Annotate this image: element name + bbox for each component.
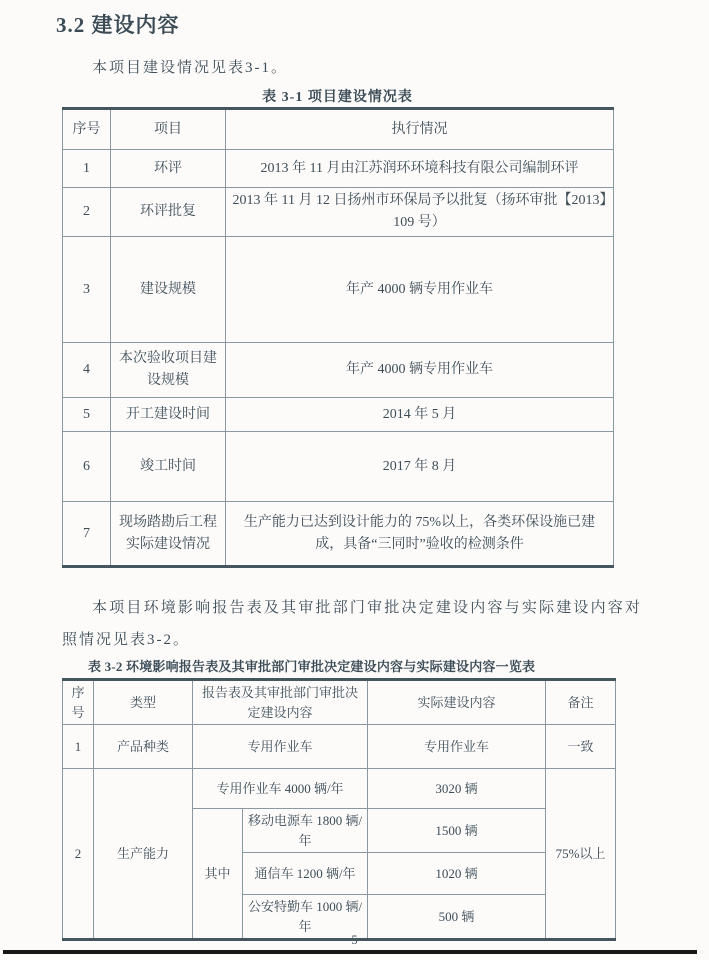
table1-row-eia <box>63 150 614 188</box>
cell-actual: 1020 辆 <box>368 853 546 895</box>
cell-seq: 3 <box>63 237 111 343</box>
cell-seq: 4 <box>63 343 111 398</box>
cell-item: 建设规模 <box>111 237 226 343</box>
cell-status: 年产 4000 辆专用作业车 <box>226 237 614 343</box>
cell-status: 2017 年 8 月 <box>226 432 614 502</box>
cell-item: 环评 <box>111 150 226 188</box>
cell-actual: 3020 辆 <box>368 769 546 809</box>
table1-header-row <box>63 109 614 150</box>
table1-row-acceptance-scale <box>63 343 614 398</box>
table1-row-completion-date <box>63 432 614 502</box>
cell-status: 年产 4000 辆专用作业车 <box>226 343 614 398</box>
cell-status: 生产能力已达到设计能力的 75%以上，各类环保设施已建成，具备“三同时”验收的检测条件 <box>226 502 614 567</box>
cell-among-label: 其中 <box>193 809 243 940</box>
cell-item: 现场踏勘后工程实际建设情况 <box>111 502 226 567</box>
cell-seq: 2 <box>63 769 94 940</box>
cell-seq: 1 <box>63 150 111 188</box>
cell-type: 生产能力 <box>94 769 193 940</box>
table1-row-site-survey <box>63 502 614 567</box>
comparison-table <box>62 678 616 941</box>
cell-type: 产品种类 <box>94 725 193 769</box>
table2-header-seq: 序号 <box>63 680 94 725</box>
cell-item: 竣工时间 <box>111 432 226 502</box>
cell-seq: 2 <box>63 188 111 237</box>
construction-status-table <box>62 107 614 568</box>
cell-seq: 5 <box>63 398 111 432</box>
cell-status: 2014 年 5 月 <box>226 398 614 432</box>
cell-item: 开工建设时间 <box>111 398 226 432</box>
table1-title: 表 3-1 项目建设情况表 <box>262 90 413 105</box>
cell-approved: 通信车 1200 辆/年 <box>243 853 368 895</box>
cell-approved: 公安特勤车 1000 辆/年 <box>243 895 368 940</box>
table2-header-note: 备注 <box>546 680 616 725</box>
table1-header-item: 项目 <box>111 109 226 150</box>
table2-title: 表 3-2 环境影响报告表及其审批部门审批决定建设内容与实际建设内容一览表 <box>88 659 536 674</box>
table1-row-scale <box>63 237 614 343</box>
cell-approved: 专用作业车 <box>193 725 368 769</box>
comparison-paragraph: 本项目环境影响报告表及其审批部门审批决定建设内容与实际建设内容对照情况见表3-2。 <box>62 600 642 649</box>
cell-actual: 专用作业车 <box>368 725 546 769</box>
table1-header-seq: 序号 <box>63 109 111 150</box>
cell-note: 75%以上 <box>546 769 616 940</box>
table2-header-actual: 实际建设内容 <box>368 680 546 725</box>
cell-actual: 1500 辆 <box>368 809 546 853</box>
table1-row-eia-approval <box>63 188 614 237</box>
cell-seq: 7 <box>63 502 111 567</box>
table2-row-capacity-total <box>63 769 616 809</box>
table2-header-row <box>63 680 616 725</box>
cell-seq: 1 <box>63 725 94 769</box>
intro-paragraph: 本项目建设情况见表3-1。 <box>92 60 288 76</box>
cell-status: 2013 年 11 月由江苏润环环境科技有限公司编制环评 <box>226 150 614 188</box>
cell-seq: 6 <box>63 432 111 502</box>
page-number: 5 <box>351 933 358 947</box>
cell-note: 一致 <box>546 725 616 769</box>
cell-item: 本次验收项目建设规模 <box>111 343 226 398</box>
cell-status: 2013 年 11 月 12 日扬州市环保局予以批复（扬环审批【2013】109 号） <box>226 188 614 237</box>
table2-header-approved: 报告表及其审批部门审批决定建设内容 <box>193 680 368 725</box>
cell-actual: 500 辆 <box>368 895 546 940</box>
table1-row-start-date <box>63 398 614 432</box>
section-heading: 3.2 建设内容 <box>56 13 180 37</box>
scan-edge-bar <box>3 950 697 954</box>
cell-item: 环评批复 <box>111 188 226 237</box>
table1-header-status: 执行情况 <box>226 109 614 150</box>
table2-row-product-type <box>63 725 616 769</box>
cell-approved: 移动电源车 1800 辆/年 <box>243 809 368 853</box>
cell-approved: 专用作业车 4000 辆/年 <box>193 769 368 809</box>
table2-header-type: 类型 <box>94 680 193 725</box>
